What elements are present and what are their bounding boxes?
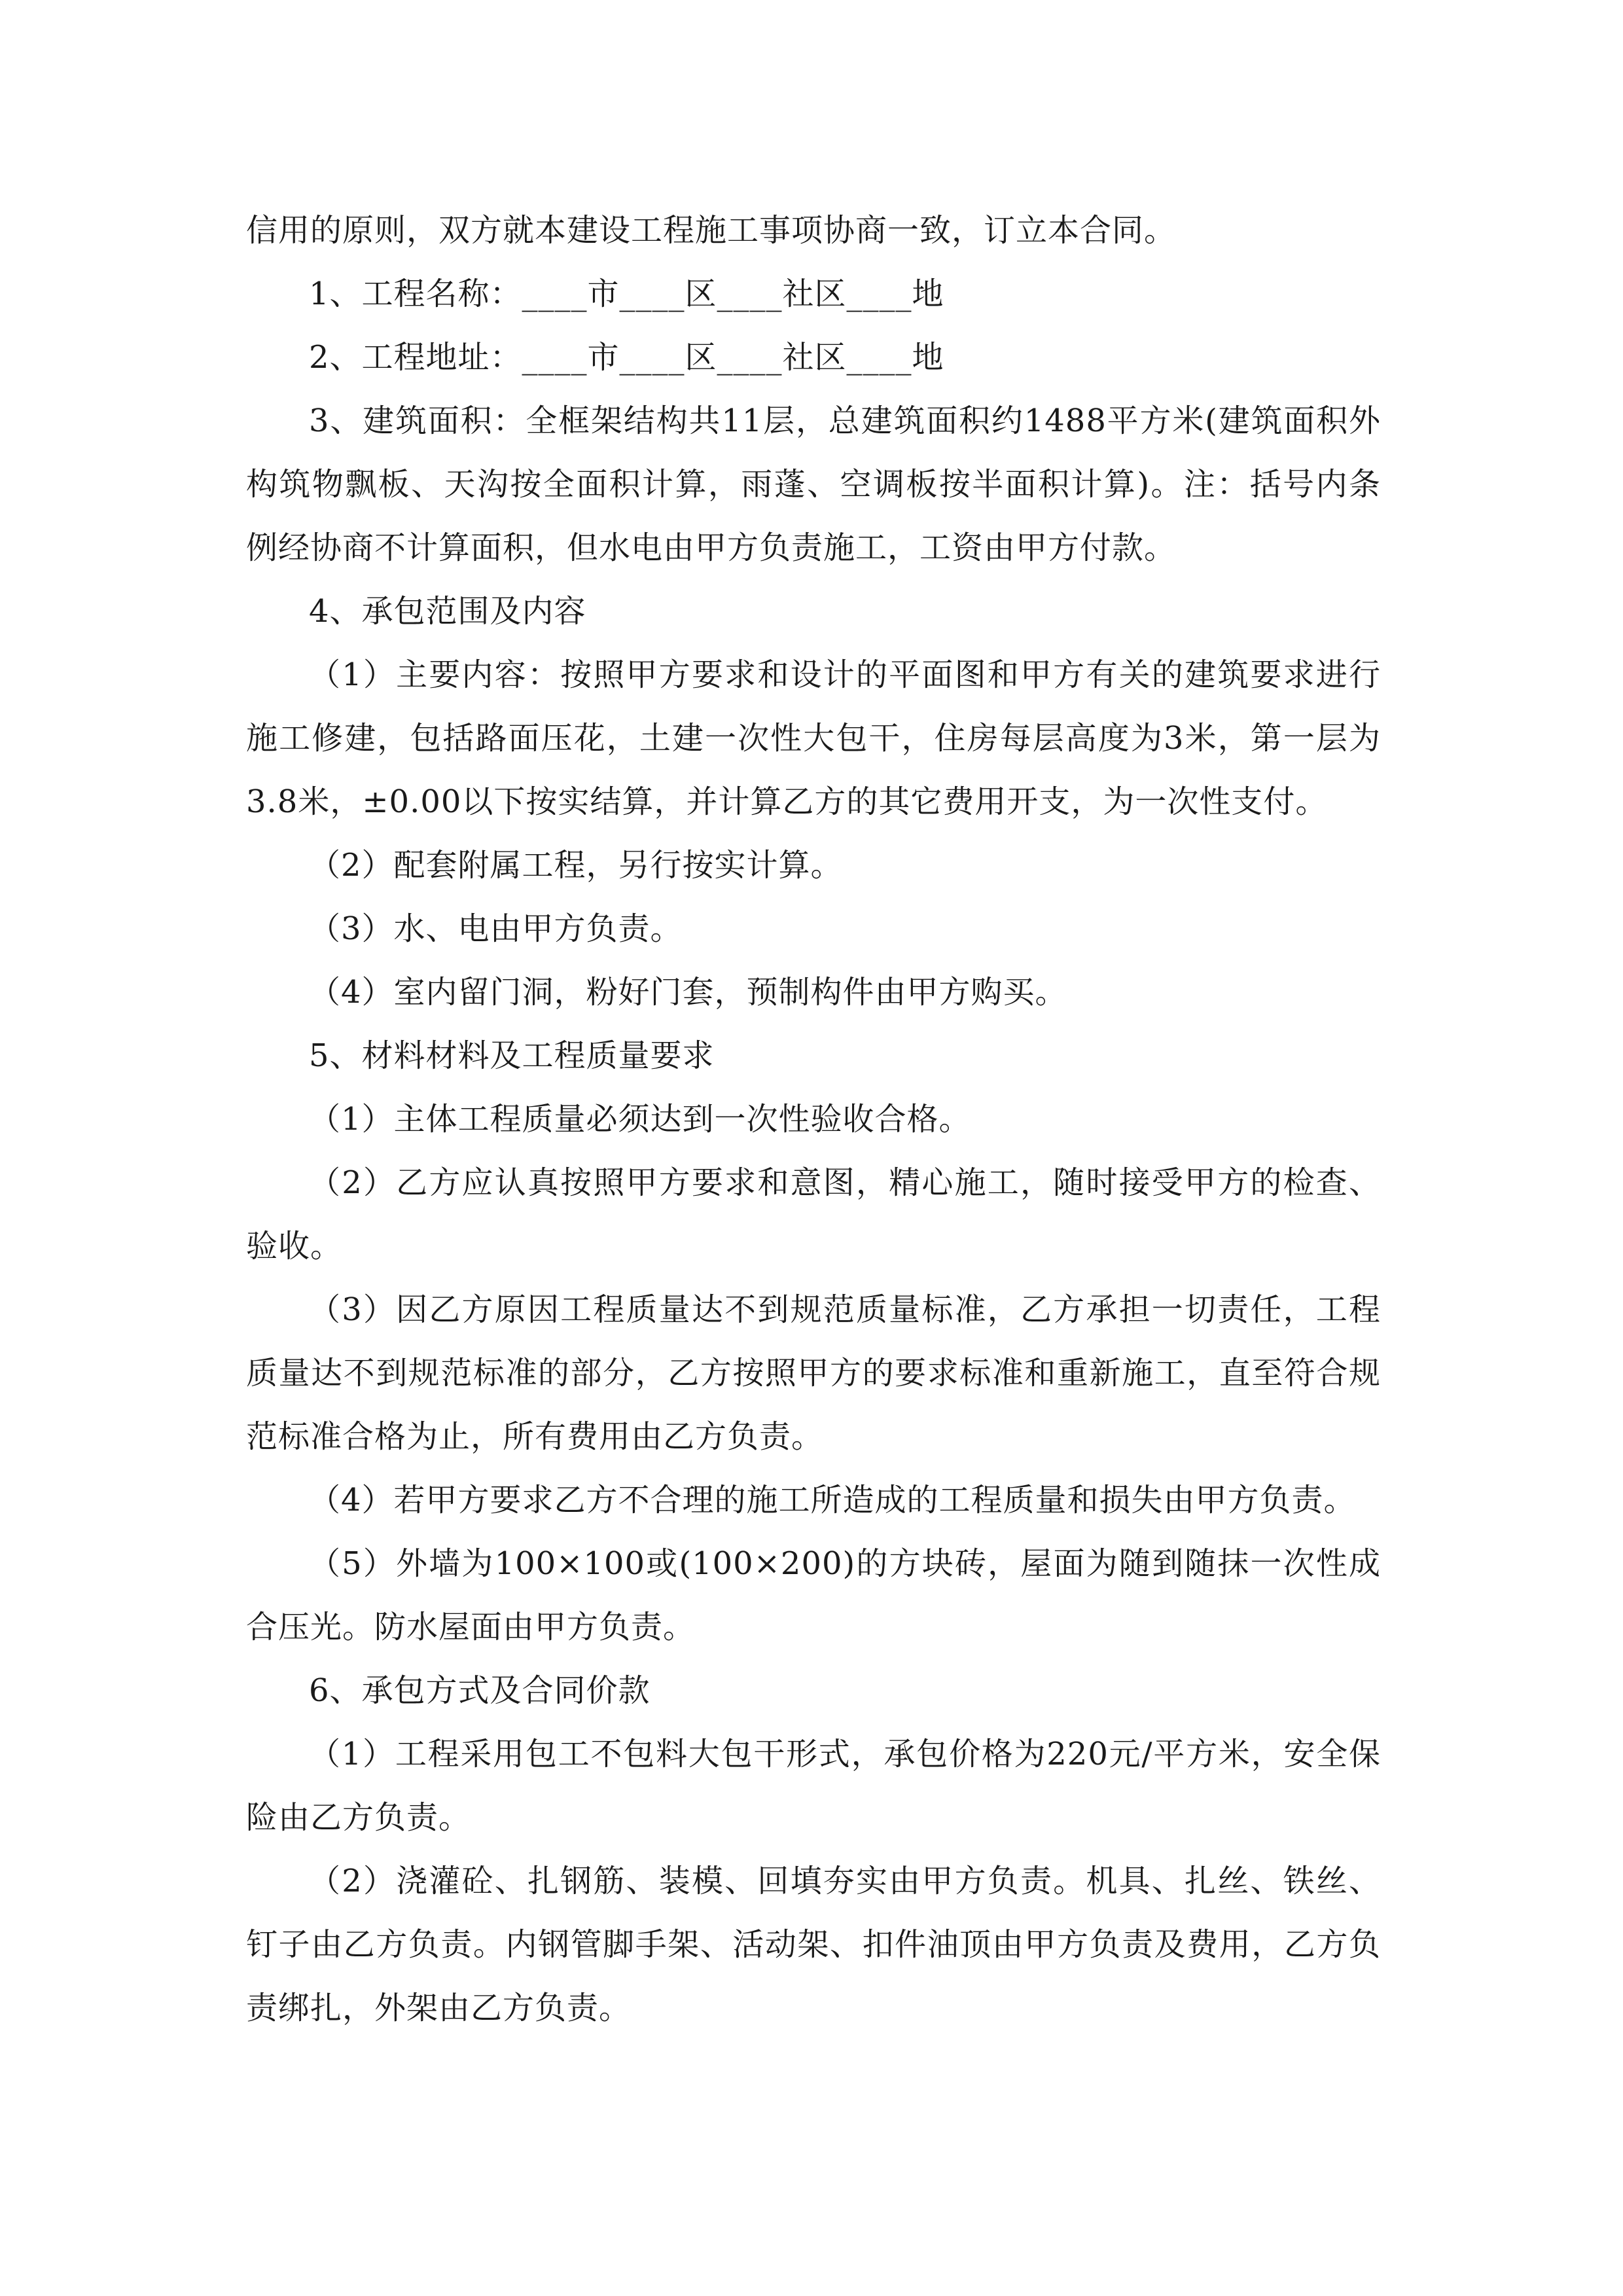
- paragraph-building-area: 3、建筑面积：全框架结构共11层，总建筑面积约1488平方米(建筑面积外构筑物飘板、天沟按全面积计算，雨蓬、空调板按半面积计算)。注：括号内条例经协商不计算面积，但水电由甲方负责施工，工资由甲方付款。: [246, 403, 1381, 566]
- document-body: [246, 199, 1381, 2040]
- paragraph-quality-5: （5）外墙为100×100或(100×200)的方块砖，屋面为随到随抹一次性成合压光。防水屋面由甲方负责。: [246, 1545, 1381, 1645]
- paragraph-scope-ancillary: （2）配套附属工程，另行按实计算。: [309, 847, 843, 884]
- heading-quality: 5、材料材料及工程质量要求: [309, 1037, 715, 1074]
- paragraph-scope-main: （1）主要内容：按照甲方要求和设计的平面图和甲方有关的建筑要求进行施工修建，包括路面压花，土建一次性大包干，住房每层高度为3米，第一层为3.8米，±0.00以下按实结算，并计算乙方的其它费用开支，为一次性支付。: [246, 656, 1381, 820]
- paragraph-price-2: （2）浇灌砼、扎钢筋、装模、回填夯实由甲方负责。机具、扎丝、铁丝、钉子由乙方负责。内钢管脚手架、活动架、扣件油顶由甲方负责及费用，乙方负责绑扎，外架由乙方负责。: [246, 1863, 1381, 2026]
- paragraph-scope-utilities: （3）水、电由甲方负责。: [309, 910, 683, 947]
- paragraph-quality-4: （4）若甲方要求乙方不合理的施工所造成的工程质量和损失由甲方负责。: [309, 1482, 1356, 1518]
- paragraph-quality-2: （2）乙方应认真按照甲方要求和意图，精心施工，随时接受甲方的检查、验收。: [246, 1164, 1381, 1265]
- paragraph-scope-doors: （4）室内留门洞，粉好门套，预制构件由甲方购买。: [309, 974, 1067, 1011]
- paragraph-intro: 信用的原则，双方就本建设工程施工事项协商一致，订立本合同。: [246, 212, 1177, 249]
- paragraph-price-1: （1）工程采用包工不包料大包干形式，承包价格为220元/平方米，安全保险由乙方负责。: [246, 1736, 1381, 1836]
- heading-contract-price: 6、承包方式及合同价款: [309, 1672, 651, 1709]
- paragraph-quality-1: （1）主体工程质量必须达到一次性验收合格。: [309, 1101, 971, 1138]
- heading-scope: 4、承包范围及内容: [309, 593, 586, 630]
- paragraph-project-name: 1、工程名称：____市____区____社区____地: [309, 276, 944, 312]
- paragraph-quality-3: （3）因乙方原因工程质量达不到规范质量标准，乙方承担一切责任，工程质量达不到规范标准的部分，乙方按照甲方的要求标准和重新施工，直至符合规范标准合格为止，所有费用由乙方负责。: [246, 1291, 1381, 1455]
- paragraph-project-address: 2、工程地址：____市____区____社区____地: [309, 339, 944, 376]
